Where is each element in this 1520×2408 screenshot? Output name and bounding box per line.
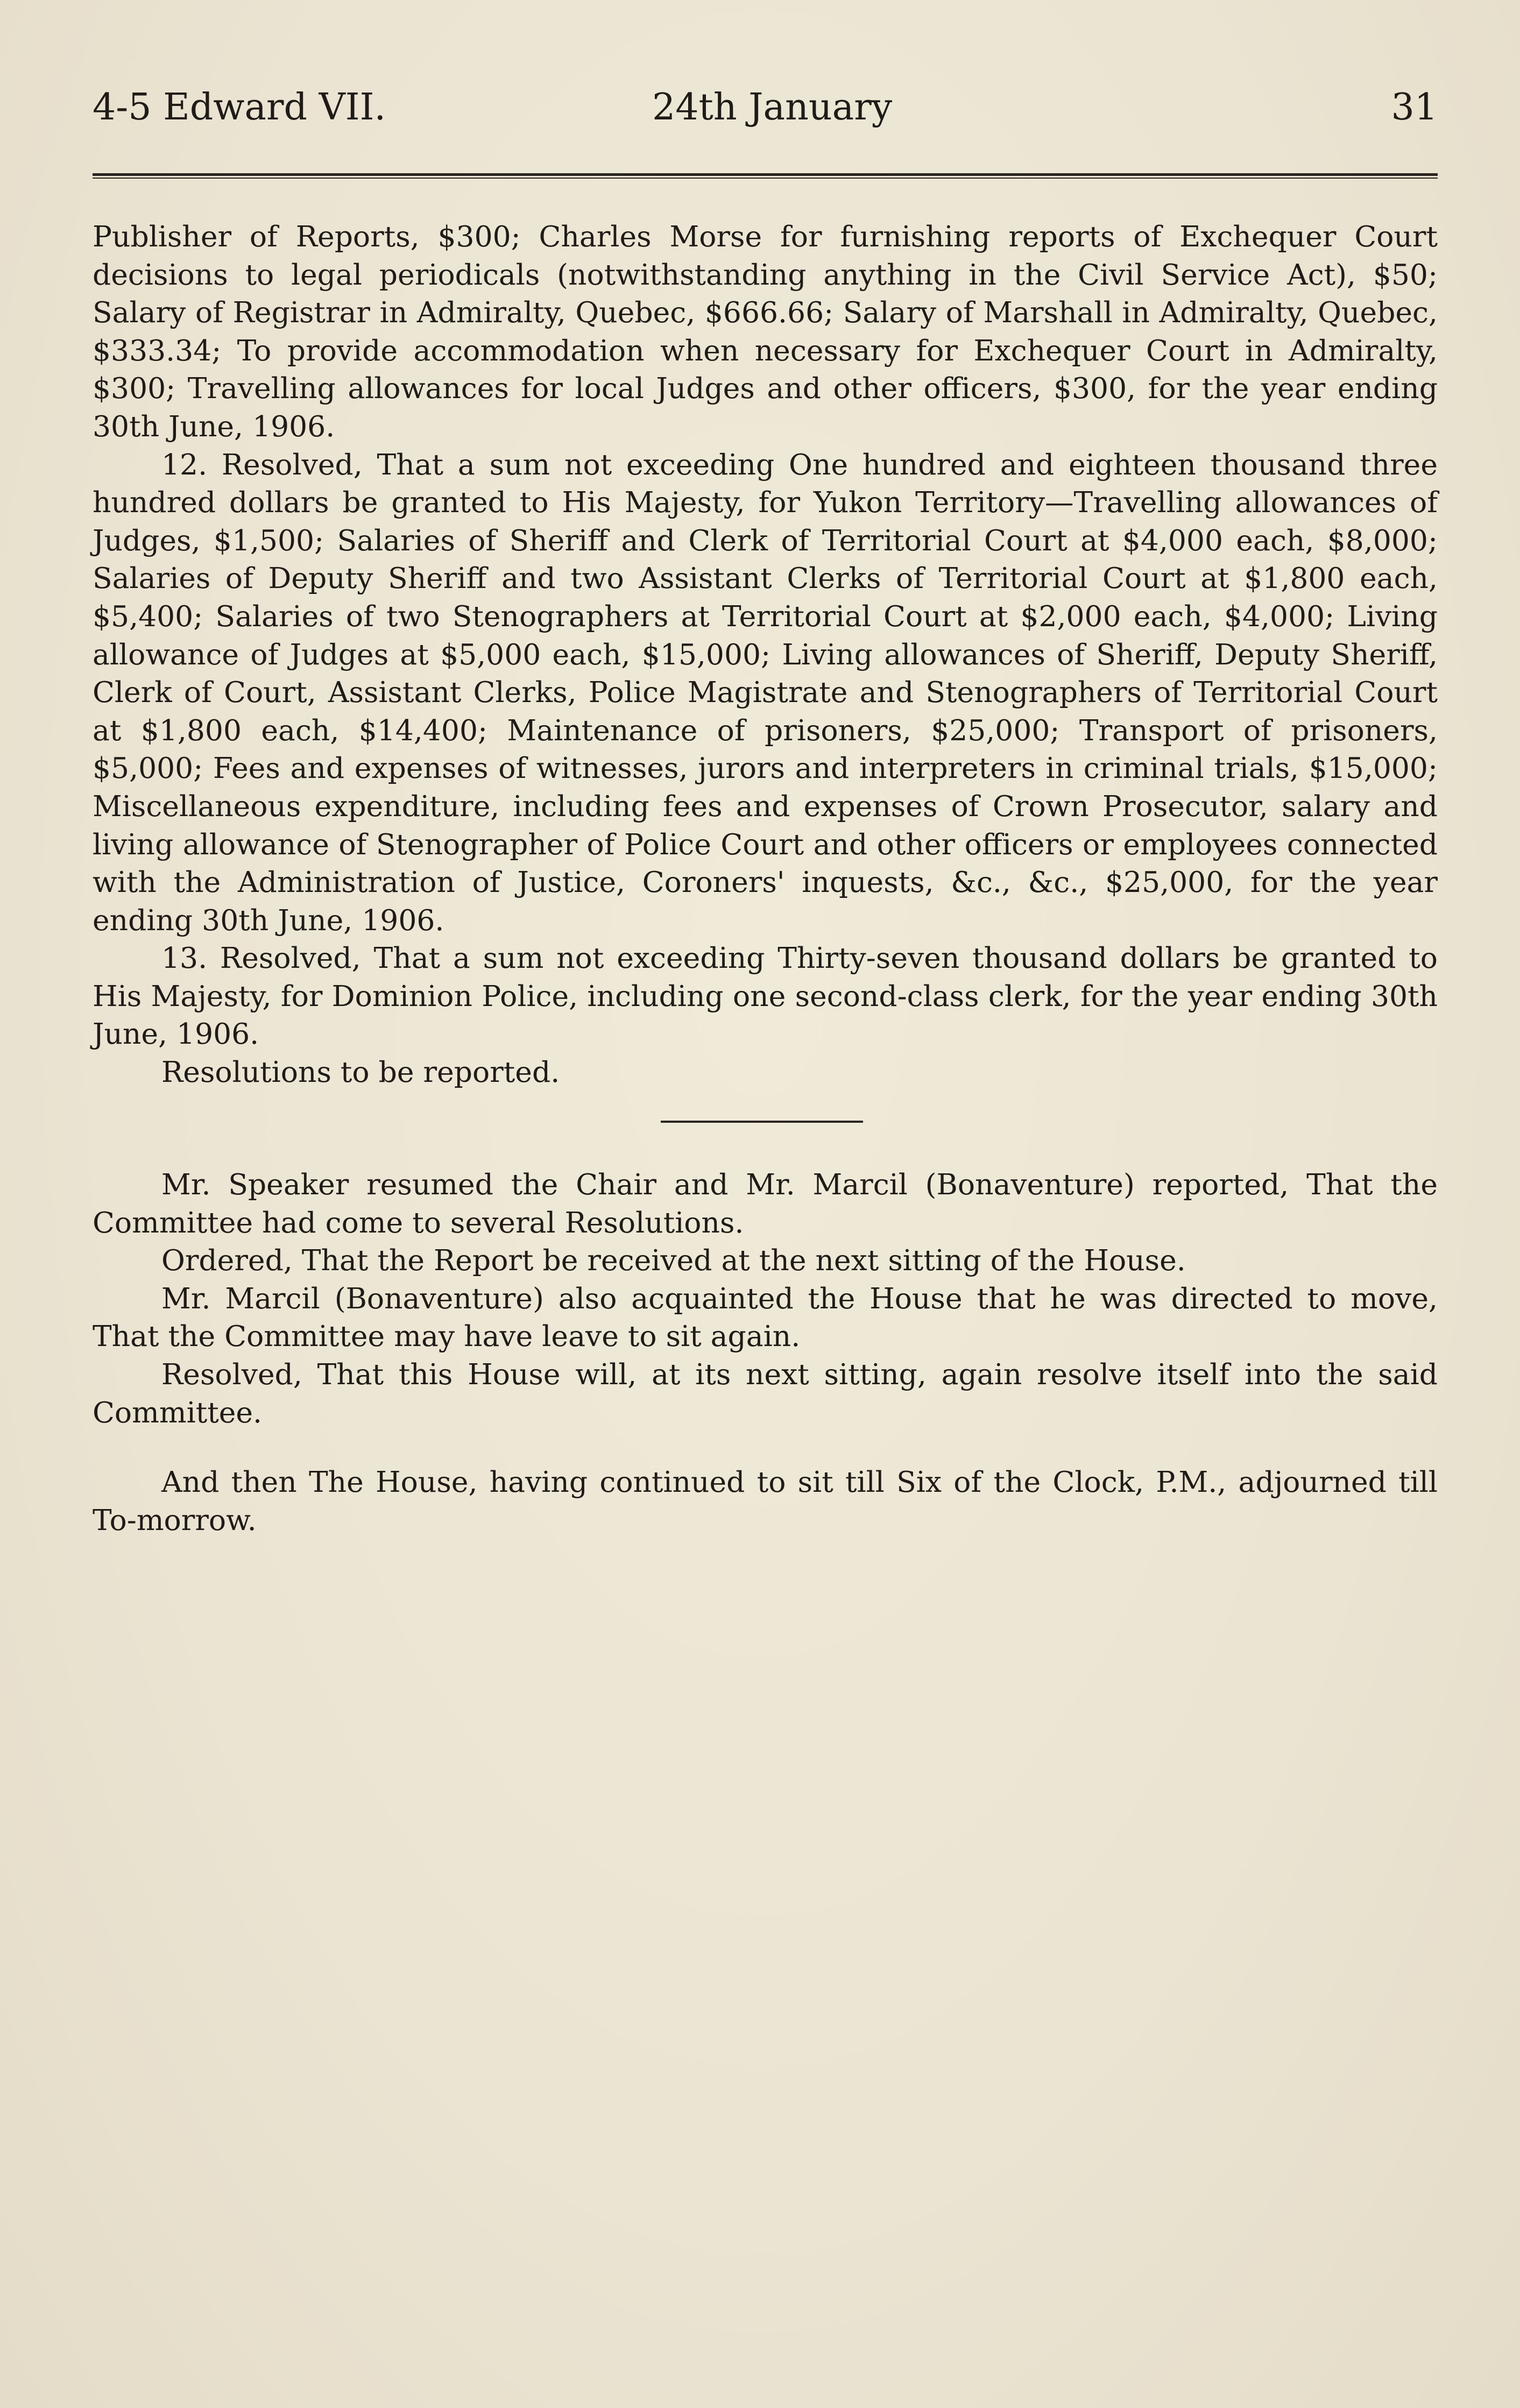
- paragraph-ordered: Ordered, That the Report be received at the next sitting of the House.: [161, 1243, 1186, 1278]
- paragraph-continuation: Publisher of Reports, $300; Charles Morse for furnishing reports of Exchequer Court decisions to legal periodicals (notwithstanding anything in the Civil Service Act), $50; Salary of Registrar in Admiralty, Quebec, $666.66; Salary of Marshall in Admiralty, Quebec, $333.34; To provide accommodation when necessary for Exchequer Court in Admiralty, $300; Travelling allowances for local Judges and other officers, $300, for the year ending 30th June, 1906.: [93, 219, 1438, 443]
- paragraph-resolution-13: 13. Resolved, That a sum not exceeding Thirty-seven thousand dollars be granted to His Majesty, for Dominion Police, including one second-class clerk, for the year ending 30th June, 1906.: [93, 941, 1438, 1051]
- paragraph-resolutions-reported: Resolutions to be reported.: [161, 1055, 560, 1089]
- adjournment-block: [93, 1463, 1438, 1539]
- page-number: 31: [1391, 86, 1438, 129]
- paragraph-speaker-resumed: Mr. Speaker resumed the Chair and Mr. Marcil (Bonaventure) reported, That the Committee had come to several Resolutions.: [93, 1167, 1438, 1240]
- resolutions-block: [93, 218, 1438, 1092]
- running-head: [93, 81, 1438, 134]
- section-divider: [661, 1121, 863, 1123]
- paragraph-resolution-12: 12. Resolved, That a sum not exceeding One hundred and eighteen thousand three hundred dollars be granted to His Majesty, for Yukon Territory—Travelling allowances of Judges, $1,500; Salaries of Sheriff and Clerk of Territorial Court at $4,000 each, $8,000; Salaries of Deputy Sheriff and two Assistant Clerks of Territorial Court at $1,800 each, $5,400; Salaries of two Stenographers at Territorial Court at $2,000 each, $4,000; Living allowance of Judges at $5,000 each, $15,000; Living allowances of Sheriff, Deputy Sheriff, Clerk of Court, Assistant Clerks, Police Magistrate and Stenographers of Territorial Court at $1,800 each, $14,400; Maintenance of prisoners, $25,000; Transport of prisoners, $5,000; Fees and expenses of witnesses, jurors and interpreters in criminal trials, $15,000; Miscellaneous expenditure, including fees and expenses of Crown Prosecutor, salary and living allowance of Stenographer of Police Court and other officers or employees connected with the Administration of Justice, Coroners' inquests, &c., &c., $25,000, for the year ending 30th June, 1906.: [93, 447, 1438, 937]
- paragraph-leave-to-sit: Mr. Marcil (Bonaventure) also acquainted the House that he was directed to move, That the Committee may have leave to sit again.: [93, 1281, 1438, 1354]
- regnal-year: 4-5 Edward VII.: [93, 86, 386, 129]
- paragraph-resolved-committee: Resolved, That this House will, at its next sitting, again resolve itself into the said Committee.: [93, 1357, 1438, 1429]
- paragraph-adjournment: And then The House, having continued to sit till Six of the Clock, P.M., adjourned till To-morrow.: [93, 1465, 1438, 1537]
- committee-report-block: [93, 1166, 1438, 1432]
- header-rule: [93, 173, 1438, 179]
- page-date: 24th January: [652, 86, 893, 129]
